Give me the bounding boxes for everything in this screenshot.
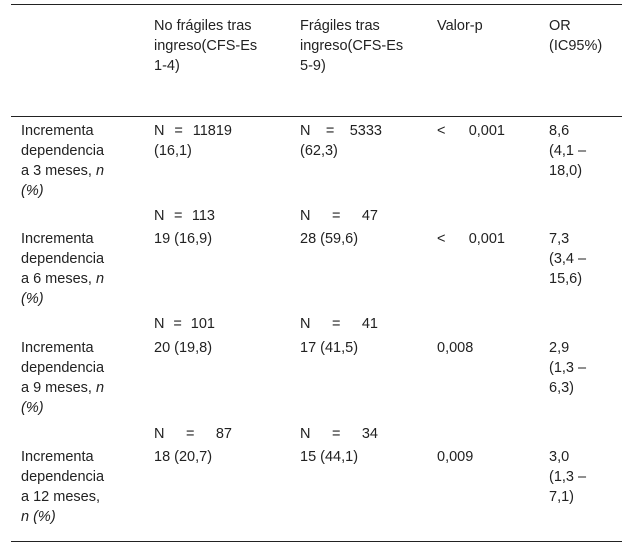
row-6m-fragil-value: 28 (59,6) bbox=[300, 231, 359, 247]
row-label-9m: Incrementa dependencia a 9 meses, n (%) bbox=[21, 340, 105, 416]
row-12m-or: 3,0 (1,3 – 7,1) bbox=[549, 449, 587, 505]
row-9m-p-value: 0,008 bbox=[437, 340, 474, 356]
row-12m-n-fragil: N = 34 bbox=[300, 426, 378, 442]
row-9m-n-nofragil: N = 101 bbox=[154, 316, 215, 332]
row-3m-nofragil-value: (16,1) bbox=[154, 143, 192, 159]
row-label-6m: Incrementa dependencia a 6 meses, n (%) bbox=[21, 231, 105, 307]
row-6m-p-value: < 0,001 bbox=[437, 231, 505, 247]
row-9m-or: 2,9 (1,3 – 6,3) bbox=[549, 340, 587, 396]
header-col-or: OR (IC95%) bbox=[549, 18, 603, 54]
row-9m-n-fragil: N = 41 bbox=[300, 316, 378, 332]
header-col-no-fragiles: No frágiles tras ingreso(CFS-Es 1-4) bbox=[154, 18, 258, 74]
row-3m-fragil-value: (62,3) bbox=[300, 143, 338, 159]
row-6m-n-nofragil: N = 113 bbox=[154, 208, 215, 224]
header-col-p-value: Valor-p bbox=[437, 18, 483, 34]
row-3m-p-value: < 0,001 bbox=[437, 123, 505, 139]
row-12m-fragil-value: 15 (44,1) bbox=[300, 449, 359, 465]
row-12m-p-value: 0,009 bbox=[437, 449, 474, 465]
row-12m-n-nofragil: N = 87 bbox=[154, 426, 232, 442]
row-3m-or: 8,6 (4,1 – 18,0) bbox=[549, 123, 587, 179]
header-col-fragiles: Frágiles tras ingreso(CFS-Es 5-9) bbox=[300, 18, 404, 74]
row-6m-nofragil-value: 19 (16,9) bbox=[154, 231, 213, 247]
row-3m-n-nofragil: N = 11819 bbox=[154, 123, 232, 139]
row-9m-nofragil-value: 20 (19,8) bbox=[154, 340, 213, 356]
row-label-3m: Incrementa dependencia a 3 meses, n (%) bbox=[21, 123, 105, 199]
row-3m-n-fragil: N = 5333 bbox=[300, 123, 382, 139]
row-9m-fragil-value: 17 (41,5) bbox=[300, 340, 359, 356]
row-label-12m: Incrementa dependencia a 12 meses, n (%) bbox=[21, 449, 105, 525]
row-6m-or: 7,3 (3,4 – 15,6) bbox=[549, 231, 587, 287]
row-6m-n-fragil: N = 47 bbox=[300, 208, 378, 224]
row-12m-nofragil-value: 18 (20,7) bbox=[154, 449, 213, 465]
header-divider bbox=[11, 116, 622, 117]
